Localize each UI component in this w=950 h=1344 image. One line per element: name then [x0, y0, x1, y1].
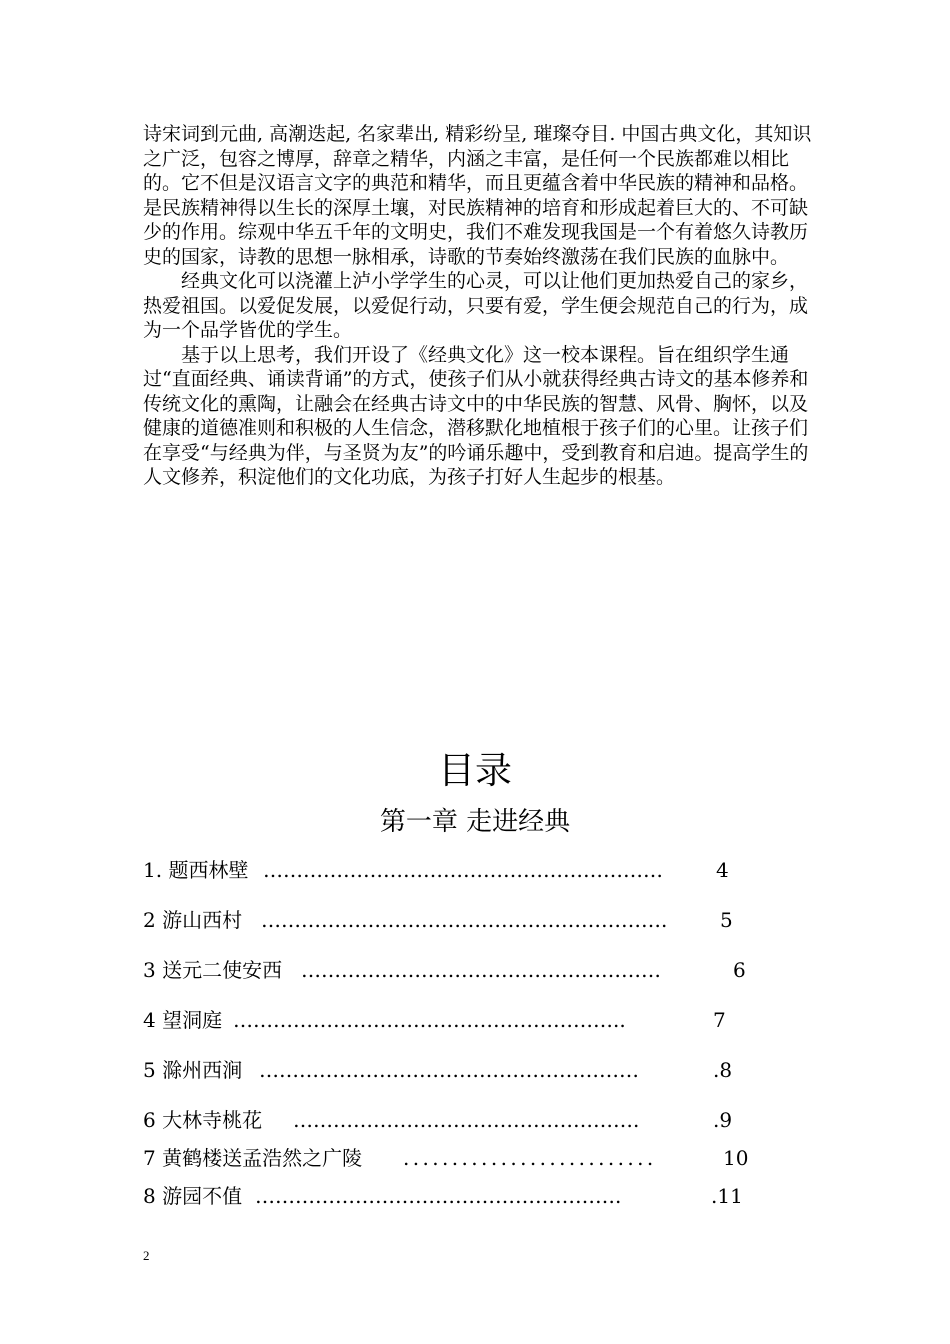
toc-leader: ……………………………………………………: [263, 858, 663, 882]
toc-item-title: 8 游园不值: [143, 1184, 243, 1208]
toc-leader: …………………………………………………: [259, 1058, 639, 1082]
toc-page-number: 4: [716, 858, 729, 882]
intro-paragraph: 经典文化可以浇灌上泸小学学生的心灵，可以让他们更加热爱自己的家乡，热爱祖国。以爱促发展，以爱促行动，只要有爱，学生便会规范自己的行为，成为一个品学皆优的学生。: [143, 270, 809, 341]
toc-item[interactable]: [143, 1006, 753, 1034]
toc-item[interactable]: [143, 1144, 763, 1172]
toc-leader: ………………………………………………: [301, 958, 661, 982]
toc-item-title: 5 滁州西涧: [143, 1058, 243, 1082]
intro-paragraph: 基于以上思考，我们开设了《经典文化》这一校本课程。旨在组织学生通过“直面经典、诵读背诵”的方式，使孩子们从小就获得经典古诗文的基本修养和传统文化的熏陶，让融会在经典古诗文中的中华民族的智慧、风骨、胸怀，以及健康的道德准则和积极的人生信念，潜移默化地植根于孩子们的心里。让孩子们在享受“与经典为伴，与圣贤为友”的吟诵乐趣中，受到教育和启迪。提高学生的人文修养，积淀他们的文化功底，为孩子打好人生起步的根基。: [143, 343, 809, 488]
toc-item[interactable]: [143, 856, 743, 884]
toc-page-number: 6: [733, 958, 746, 982]
toc-item[interactable]: [143, 1182, 763, 1210]
toc-item[interactable]: [143, 906, 743, 934]
toc-chapter-heading: 第一章 走进经典: [379, 807, 571, 837]
toc-item[interactable]: [143, 956, 763, 984]
toc-item-title: 6 大林寺桃花: [143, 1108, 263, 1132]
toc-page-number: 7: [713, 1008, 726, 1032]
toc-page-number: .9: [713, 1108, 733, 1132]
toc-page-number: 5: [720, 908, 733, 932]
toc-leader: …………………………………………………….: [261, 908, 668, 932]
intro-paragraph: 诗宋词到元曲, 高潮迭起, 名家辈出, 精彩纷呈, 璀璨夺目. 中国古典文化，其知识之广泛，包容之博厚，辞章之精华，内涵之丰富，是任何一个民族都难以相比的。它不但是汉语言文字的典范和精华，而且更蕴含着中华民族的精神和品格。是民族精神得以生长的深厚土壤，对民族精神的培育和形成起着巨大的、不可缺少的作用。综观中华五千年的文明史，我们不难发现我国是一个有着悠久诗教历史的国家，诗教的思想一脉相承，诗歌的节奏始终激荡在我们民族的血脉中。: [143, 123, 812, 268]
toc-leader: ..........................: [403, 1146, 657, 1170]
toc-item-title: 3 送元二使安西: [143, 958, 283, 982]
toc-leader: ……………………………………………….: [255, 1184, 622, 1208]
toc-page-number: .11: [711, 1184, 743, 1208]
toc-item[interactable]: [143, 1056, 753, 1084]
toc-page-number: 10: [723, 1146, 749, 1170]
toc-leader: …………………………………………………..: [233, 1008, 626, 1032]
toc-page-number: .8: [713, 1058, 733, 1082]
toc-item-title: 4 望洞庭: [143, 1008, 223, 1032]
toc-item-title: 7 黄鹤楼送孟浩然之广陵: [143, 1146, 363, 1170]
page-number: 2: [143, 1248, 150, 1263]
toc-item-title: 2 游山西村: [143, 908, 243, 932]
toc-item-title: 1. 题西林壁: [143, 858, 249, 882]
toc-title: 目录: [438, 749, 512, 792]
toc-item[interactable]: [143, 1106, 753, 1134]
toc-leader: …………………………………………….: [293, 1108, 640, 1132]
intro-text: [143, 122, 813, 490]
